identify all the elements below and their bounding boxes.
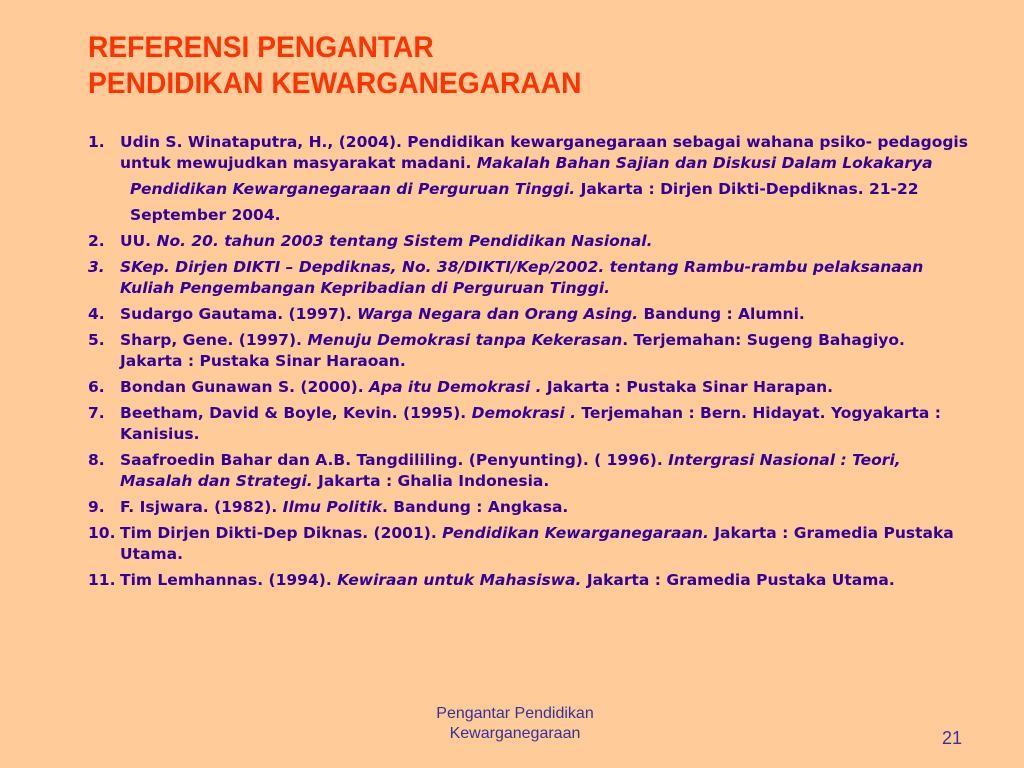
- reference-item-11: [88, 570, 968, 591]
- title-line-1: REFERENSI PENGANTAR: [88, 31, 434, 64]
- reference-text-post: Bandung : Alumni.: [638, 305, 805, 323]
- reference-italic: Intergrasi Nasional : Teori, Masalah dan Strategi.: [120, 451, 901, 490]
- reference-text: Sharp, Gene. (1997).: [120, 331, 308, 349]
- reference-italic: No. 20. tahun 2003 tentang Sistem Pendidikan Nasional.: [156, 232, 653, 250]
- slide-title: [88, 30, 934, 102]
- reference-text-post: . Bandung : Angkasa.: [382, 498, 569, 516]
- reference-italic: Warga Negara dan Orang Asing.: [357, 305, 639, 323]
- reference-italic: Pendidikan Kewarganegaraan di Perguruan Tinggi.: [130, 180, 576, 198]
- reference-text: Sudargo Gautama. (1997).: [120, 305, 358, 323]
- reference-item-5: [88, 330, 968, 372]
- reference-item-3: [88, 257, 968, 299]
- reference-1-date: [88, 205, 968, 226]
- reference-text: Tim Lemhannas. (1994).: [120, 571, 338, 589]
- reference-text-post: . Terjemahan: Sugeng Bahagiyo. Jakarta : Pustaka Sinar Haraoan.: [120, 331, 905, 370]
- reference-item-10: [88, 523, 968, 565]
- reference-item-7: [88, 403, 968, 445]
- reference-list: [88, 132, 968, 596]
- reference-italic: Apa itu Demokrasi .: [368, 378, 542, 396]
- reference-italic: Demokrasi .: [471, 404, 577, 422]
- reference-text-post: Jakarta : Gramedia Pustaka Utama.: [120, 524, 954, 563]
- reference-1-continuation: [88, 179, 968, 200]
- footer-line-2: Kewarganegaraan: [449, 725, 581, 742]
- reference-text: Saafroedin Bahar dan A.B. Tangdililing. (Penyunting). ( 1996).: [120, 451, 669, 469]
- reference-text-post: Jakarta : Ghalia Indonesia.: [312, 472, 550, 490]
- reference-item-4: [88, 304, 968, 325]
- reference-number: 11.: [88, 571, 116, 589]
- reference-number: 4.: [88, 305, 105, 323]
- reference-text-post: Jakarta : Gramedia Pustaka Utama.: [581, 571, 895, 589]
- reference-italic: Kewiraan untuk Mahasiswa.: [337, 571, 582, 589]
- reference-text: Tim Dirjen Dikti-Dep Diknas. (2001).: [120, 524, 443, 542]
- reference-number: 5.: [88, 331, 105, 349]
- reference-item-9: [88, 497, 968, 518]
- reference-number: 6.: [88, 378, 105, 396]
- reference-italic: Pendidikan Kewarganegaraan.: [442, 524, 709, 542]
- reference-italic: Ilmu Politik: [282, 498, 382, 516]
- reference-italic: Menuju Demokrasi tanpa Kekerasan: [307, 331, 623, 349]
- reference-text: Udin S. Winataputra, H., (2004). Pendidikan kewarganegaraan sebagai wahana psiko- pedagogis untuk mewujudkan masyarakat madani.: [120, 133, 968, 172]
- reference-number: 3.: [88, 258, 105, 276]
- reference-date: September 2004.: [130, 206, 281, 224]
- reference-item-1: [88, 132, 968, 174]
- reference-number: 7.: [88, 404, 105, 422]
- reference-number: 1.: [88, 133, 105, 151]
- reference-number: 10.: [88, 524, 116, 542]
- footer-line-1: Pengantar Pendidikan: [436, 705, 594, 722]
- reference-text: UU.: [120, 232, 157, 250]
- reference-italic: Makalah Bahan Sajian dan Diskusi Dalam Lokakarya: [476, 154, 933, 172]
- reference-text-post: Jakarta : Dirjen Dikti-Depdiknas. 21-22: [575, 180, 919, 198]
- reference-number: 9.: [88, 498, 105, 516]
- reference-text: F. Isjwara. (1982).: [120, 498, 283, 516]
- reference-number: 8.: [88, 451, 105, 469]
- reference-item-6: [88, 377, 968, 398]
- reference-item-2: [88, 231, 968, 252]
- reference-text-post: Terjemahan : Bern. Hidayat. Yogyakarta : Kanisius.: [120, 404, 941, 443]
- reference-text: Beetham, David & Boyle, Kevin. (1995).: [120, 404, 472, 422]
- reference-item-8: [88, 450, 968, 492]
- title-line-2: PENDIDIKAN KEWARGANEGARAAN: [88, 67, 582, 100]
- reference-text-post: Jakarta : Pustaka Sinar Harapan.: [541, 378, 834, 396]
- reference-italic: SKep. Dirjen DIKTI – Depdiknas, No. 38/DIKTI/Kep/2002. tentang Rambu-rambu pelaksanaan Kuliah Pengembangan Kepribadian di Perguruan Tinggi.: [120, 258, 924, 297]
- slide-footer: [380, 704, 650, 744]
- reference-number: 2.: [88, 232, 105, 250]
- reference-text: Bondan Gunawan S. (2000).: [120, 378, 369, 396]
- page-number: 21: [941, 728, 962, 748]
